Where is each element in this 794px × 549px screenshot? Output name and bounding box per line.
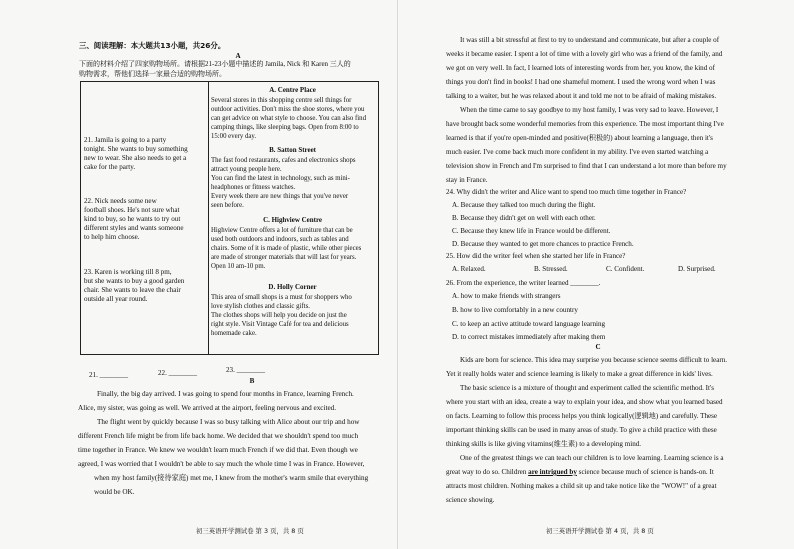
person-22-line: kind to buy, so he wants to try out bbox=[84, 215, 181, 223]
passage-c-line: One of the greatest things we can teach our children is to love learning. Learning science is a bbox=[460, 454, 724, 462]
store-b-line: headphones or fitness watches. bbox=[211, 184, 296, 191]
passage-c-line: science showing. bbox=[446, 496, 495, 504]
passage-c-label: C bbox=[595, 343, 601, 351]
passage-c-line: thinking skills is like giving vitamins(维生素) to a developing mind. bbox=[446, 440, 642, 448]
person-23-line: chair. She wants to leave the chair bbox=[84, 286, 181, 294]
passage-c-line: Kids are born for science. This idea may surprise you because science seems difficult to learn. bbox=[460, 356, 728, 364]
passage-b-line: agreed, I was worried that I wouldn't be able to say much the whole time I was in France. However, bbox=[78, 460, 365, 468]
q26-option[interactable]: C. to keep an active attitude toward language learning bbox=[452, 320, 606, 328]
passage-b-line: time together in France. We knew we wouldn't learn much French if we did that. Even though we bbox=[78, 446, 358, 454]
passage-b-line: would be OK. bbox=[94, 488, 135, 496]
passage-b-cont-line: much easier. I've come back much more confident in my ability. I've even started watching a bbox=[446, 148, 709, 156]
passage-c-line: attracts most children. Nothing makes a child sit up and take notice like the "WOW!" of a great bbox=[446, 482, 717, 490]
passage-b-line: different French life might be from life back home. We decided that we shouldn't spend too much bbox=[78, 432, 359, 440]
passage-c-line: important thinking skills can be used in many areas of study. To give a child practice with these bbox=[446, 426, 717, 434]
question-26: 26. From the experience, the writer learned ________. bbox=[446, 279, 601, 287]
store-b-name: B. Satton Street bbox=[269, 146, 317, 154]
person-21-line: new to wear. She also needs to get a bbox=[84, 154, 187, 162]
person-22-line: to help him choose. bbox=[84, 233, 140, 241]
store-a-line: Several stores in this shopping centre sell things for bbox=[211, 97, 352, 104]
person-21-line: cake for the party. bbox=[84, 163, 136, 171]
person-21-line: 21. Jamila is going to a party bbox=[84, 136, 167, 144]
passage-c-line: Yet it really holds water and science learning is likely to make a great difference in kids' lives. bbox=[446, 370, 713, 378]
store-c-line: Highview Centre offers a lot of furniture that can be bbox=[211, 227, 353, 234]
store-a-line: camping things, like sleeping bags. Open from 8:00 to bbox=[211, 124, 359, 131]
passage-c-line: The basic science is a mixture of thought and experiment called the scientific method. It's bbox=[460, 384, 715, 392]
store-b-line: attract young people here. bbox=[211, 166, 282, 173]
store-c-name: C. Highview Centre bbox=[263, 216, 323, 224]
person-23-line: 23. Karen is working till 8 pm, bbox=[84, 268, 172, 276]
q24-option[interactable]: A. Because they talked too much during the flight. bbox=[452, 201, 596, 209]
passage-b-cont-line: television show in French and I'm surprised to find that I can understand a lot more than before my bbox=[446, 162, 727, 170]
person-22-line: different styles and wants someone bbox=[84, 224, 184, 232]
intro-line-1: 下面的材料介绍了四家购物场所。请根据21-23小题中描述的 Jamila, Nick 和 Karen 三人的 bbox=[79, 60, 351, 68]
right-page bbox=[398, 0, 794, 549]
passage-c-line: where you start with an idea, create a way to explain your idea, and show what you learned based bbox=[446, 398, 723, 406]
q25-option[interactable]: D. Surprised. bbox=[678, 265, 716, 273]
person-21-line: tonight. She wants to buy something bbox=[84, 145, 188, 153]
passage-b-line: Alice, my sister, was going as well. We arrived at the airport, feeling nervous and excited. bbox=[78, 404, 337, 412]
passage-b-cont-line: we got on very well. In fact, I learned lots of interesting words from her, you know, the kind of bbox=[446, 64, 715, 72]
person-23-line: outside all year round. bbox=[84, 295, 148, 303]
question-25: 25. How did the writer feel when she started her life in France? bbox=[446, 252, 626, 260]
store-a-line: can get advice on what style to choose. You can also find bbox=[211, 115, 366, 122]
store-c-line: used both outdoors and indoors, such as tables and bbox=[211, 236, 349, 243]
person-22-line: football shoes. He's not sure what bbox=[84, 206, 180, 214]
page-footer: 初三英语开学测试卷 第 3 页，共 8 页 bbox=[196, 527, 304, 535]
q24-option[interactable]: C. Because they knew life in France would be different. bbox=[452, 227, 611, 235]
page-footer: 初三英语开学测试卷 第 4 页，共 8 页 bbox=[546, 527, 654, 535]
section-title: 三、阅读理解：本大题共13小题，共26分。 bbox=[79, 41, 226, 50]
store-b-line: You can find the latest in technology, such as mini- bbox=[211, 175, 350, 182]
passage-b-cont-line: It was still a bit stressful at first to try to understand and communicate, but after a couple of bbox=[460, 36, 720, 44]
passage-b-cont-line: things you don't find in books! I had one shameful moment. I used the wrong word when I was bbox=[446, 78, 716, 86]
store-c-line: Open 10 am-10 pm. bbox=[211, 263, 266, 270]
q24-option[interactable]: B. Because they didn't get on well with each other. bbox=[452, 214, 596, 222]
store-b-line: The fast food restaurants, cafes and electronics shops bbox=[211, 157, 356, 164]
store-a-line: outdoor activities. Don't miss the shoe stores, where you bbox=[211, 106, 365, 113]
passage-b-cont-line: When the time came to say goodbye to my host family, I was very sad to leave. However, I bbox=[460, 106, 719, 114]
q26-option[interactable]: D. to correct mistakes immediately after making them bbox=[452, 333, 606, 341]
person-22-line: 22. Nick needs some new bbox=[84, 197, 157, 205]
passage-a-label: A bbox=[235, 52, 241, 60]
store-d-line: homemade cake. bbox=[211, 330, 257, 337]
store-b-line: seen before. bbox=[211, 202, 244, 209]
store-d-line: This area of small shops is a must for shoppers who bbox=[211, 294, 352, 301]
store-d-line: The clothes shops will help you decide on just the bbox=[211, 312, 347, 319]
store-c-line: chairs. Some of it is made of plastic, while other pieces bbox=[211, 245, 362, 252]
answer-23[interactable]: 23. ________ bbox=[226, 366, 266, 374]
intro-line-2: 购物需求，帮他们选择一家最合适的购物场所。 bbox=[79, 70, 226, 78]
q25-option[interactable]: C. Confident. bbox=[606, 265, 645, 273]
store-d-line: right style. Visit Vintage Café for tea and delicious bbox=[211, 321, 349, 328]
passage-b-cont-line: weeks it became easier. I spent a lot of time with a lovely girl who was a friend of the family, and bbox=[446, 50, 723, 58]
store-b-line: Every week there are new things that you've never bbox=[211, 193, 349, 200]
passage-b-line: when my host family(接待家庭) met me, I knew from the mother's warm smile that everything bbox=[94, 474, 369, 482]
store-c-line: are made of stronger materials that will last for years. bbox=[211, 254, 357, 261]
store-a-name: A. Centre Place bbox=[269, 86, 316, 94]
q25-option[interactable]: A. Relaxed. bbox=[452, 265, 486, 273]
passage-b-label: B bbox=[249, 377, 255, 385]
q26-option[interactable]: B. how to live comfortably in a new country bbox=[452, 306, 578, 314]
passage-b-cont-line: stay in France. bbox=[446, 176, 488, 184]
store-d-name: D. Holly Corner bbox=[268, 283, 317, 291]
passage-c-line: on facts. Learning to follow this process helps you think logically(逻辑地) and carefully. These bbox=[446, 412, 718, 420]
q24-option[interactable]: D. Because they wanted to get more chances to practice French. bbox=[452, 240, 634, 248]
question-24: 24. Why didn't the writer and Alice want to spend too much time together in France? bbox=[446, 188, 687, 196]
store-d-line: love stylish clothes and classic gifts. bbox=[211, 303, 310, 310]
passage-b-cont-line: have brought back some wonderful memories from this experience. The most important thing I've bbox=[446, 120, 724, 128]
answer-22[interactable]: 22. ________ bbox=[158, 369, 198, 377]
passage-c-line: great way to do so. Children are intrigued by science because much of science is hands-on. It bbox=[446, 468, 714, 476]
passage-b-line: Finally, the big day arrived. I was going to spend four months in France, learning French. bbox=[97, 390, 354, 398]
q25-option[interactable]: B. Stressed. bbox=[534, 265, 568, 273]
passage-b-line: The flight went by quickly because I was so busy talking with Alice about our trip and how bbox=[97, 418, 360, 426]
person-23-line: but she wants to buy a good garden bbox=[84, 277, 185, 285]
passage-b-cont-line: talking to a waiter, but he was relaxed about it and told me not to be afraid of making mistakes. bbox=[446, 92, 717, 100]
emphasized-phrase: are intrigued by bbox=[528, 468, 577, 476]
answer-21[interactable]: 21. ________ bbox=[89, 371, 129, 379]
q26-option[interactable]: A. how to make friends with strangers bbox=[452, 292, 561, 300]
store-a-line: 15:00 every day. bbox=[211, 133, 257, 140]
passage-b-cont-line: learned is that if you're open-minded and positive(积极的) about learning a language, then it's bbox=[446, 134, 713, 142]
